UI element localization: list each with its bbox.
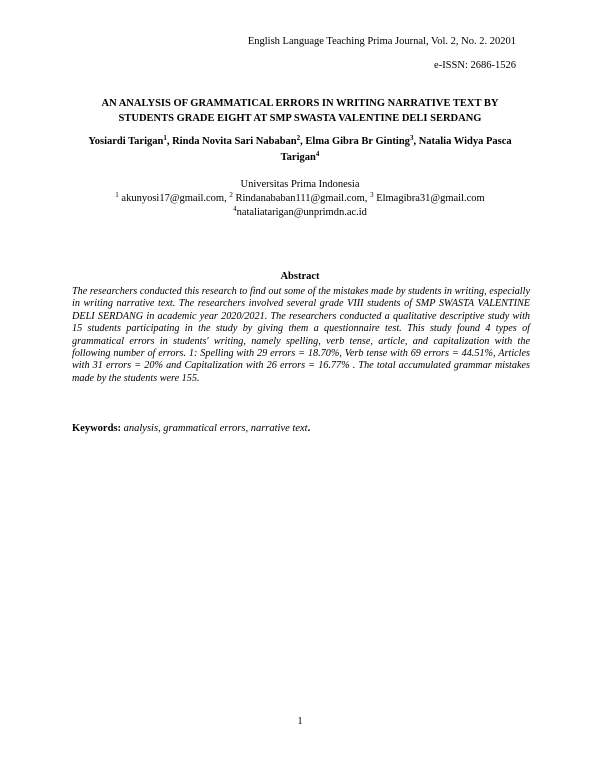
author-superscript: 3 (409, 134, 414, 142)
title-line-1: AN ANALYSIS OF GRAMMATICAL ERRORS IN WRITING NARRATIVE TEXT BY (101, 98, 499, 109)
author-separator: , (300, 136, 306, 147)
issn-label: e-ISSN: 2686-1526 (434, 60, 516, 71)
author-name: Elma Gibra Br Ginting (305, 136, 410, 147)
paper-title (72, 96, 528, 126)
author-list (72, 134, 528, 166)
author-superscript: 1 (163, 134, 167, 142)
author-email: Rindanababan111@gmail.com, (235, 193, 368, 204)
author-superscript: 4 (315, 150, 320, 158)
title-line-2: STUDENTS GRADE EIGHT AT SMP SWASTA VALENTINE DELI SERDANG (118, 113, 482, 124)
keywords-label: Keywords: (72, 423, 121, 434)
email-superscript: 1 (115, 191, 119, 199)
email-superscript: 4 (233, 205, 237, 213)
author-superscript: 2 (296, 134, 301, 142)
author-separator: , (413, 136, 419, 147)
email-row (72, 206, 528, 220)
author-email: akunyosi17@gmail.com, (121, 193, 227, 204)
author-name: Yosiardi Tarigan (88, 136, 164, 147)
keywords-line (72, 423, 528, 434)
keywords-text: analysis, grammatical errors, narrative text (123, 423, 308, 434)
email-superscript: 3 (370, 191, 374, 199)
keywords-period: . (307, 423, 311, 434)
author-email: Elmagibra31@gmail.com (376, 193, 485, 204)
university-name: Universitas Prima Indonesia (240, 179, 360, 190)
email-superscript: 2 (229, 191, 233, 199)
author-name: Rinda Novita Sari Nababan (172, 136, 297, 147)
email-row (72, 192, 528, 206)
abstract-text: The researchers conducted this research to find out some of the mistakes made by students in writing, especially in writing narrative text. The researchers involved several grade VIII students of SMP SWASTA VALENTINE DELI SERDANG in academic year 2020/2021. The researchers conducted a qualitative descriptive study with 15 students participating in the study by giving them a questionnaire test. This study found 4 types of grammatical errors in students' writing, namely spelling, verb tense, article, and capitalization with the following number of errors. 1: Spelling with 29 errors = 18.70%, Verb tense with 69 errors = 44.51%, Articles with 31 errors = 20% and Capitalization with 26 errors = 16.77% . The total accumulated grammar mistakes made by the students were 155. (72, 286, 530, 384)
journal-header: English Language Teaching Prima Journal, Vol. 2, No. 2. 20201 (247, 36, 516, 47)
author-name: Natalia Widya Pasca Tarigan (280, 136, 512, 163)
affiliation-block (72, 178, 528, 220)
abstract-heading: Abstract (280, 271, 320, 282)
page-number: 1 (297, 716, 303, 727)
author-email: nataliatarigan@unprimdn.ac.id (236, 207, 367, 218)
author-separator: , (166, 136, 173, 147)
